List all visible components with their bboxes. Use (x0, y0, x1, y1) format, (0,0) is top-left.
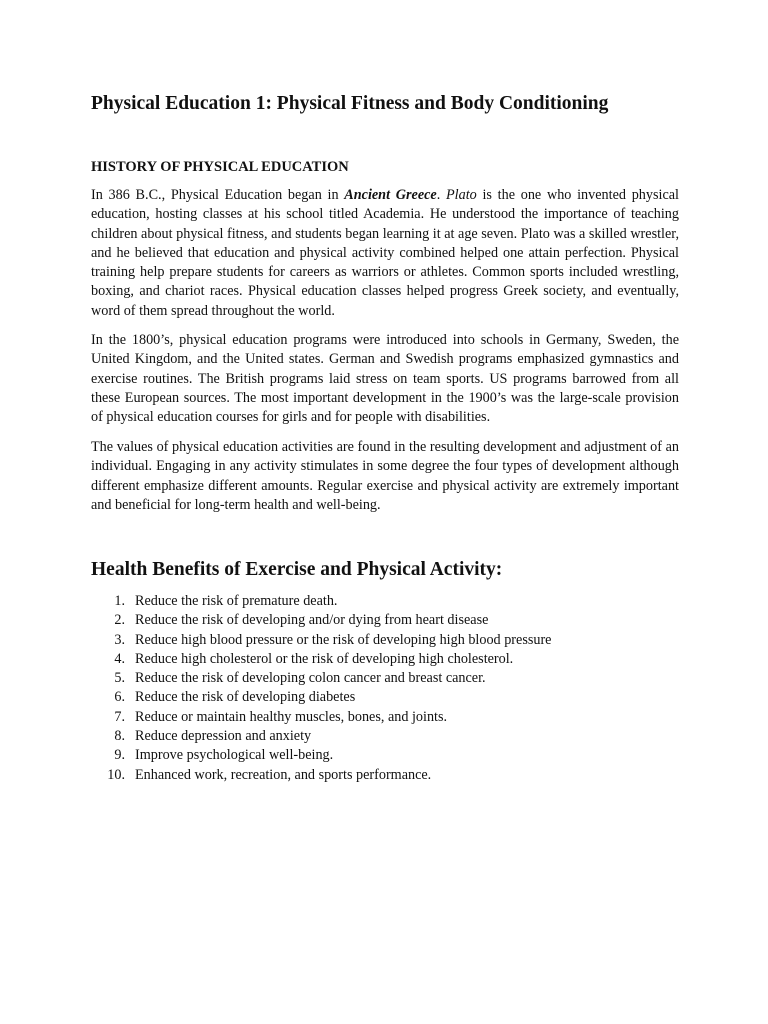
paragraph-text: is the one who invented physical education, hosting classes at his school titled Academia. He understood the importance of teaching children about physical fitness, and students began learning it at age seven. Plato was a skilled wrestler, and he believed that education and physical activity combined helped one attain perfection. Physical training help prepare students for careers as warriors or athletes. Common sports included wrestling, boxing, and chariot races. Physical education classes helped progress Greek society, and eventually, word of them spread throughout the world. (91, 187, 679, 319)
benefits-list (91, 592, 551, 785)
list-item (91, 650, 551, 669)
list-item (91, 631, 551, 650)
list-number: 4. (114, 650, 125, 667)
list-item (91, 708, 551, 727)
list-item-text: Reduce or maintain healthy muscles, bones, and joints. (135, 708, 448, 725)
document-title: Physical Education 1: Physical Fitness and Body Conditioning (91, 93, 609, 114)
list-number: 10. (107, 766, 125, 783)
list-item-text: Enhanced work, recreation, and sports performance. (135, 766, 432, 783)
list-item-text: Reduce the risk of premature death. (135, 593, 338, 609)
list-item (91, 727, 551, 746)
list-item (91, 766, 551, 785)
benefits-heading: Health Benefits of Exercise and Physical Activity: (91, 559, 503, 580)
list-item-text: Improve psychological well-being. (135, 747, 334, 764)
emphasis-plato: Plato (446, 187, 477, 203)
history-paragraph-3: The values of physical education activities are found in the resulting development and adjustment of an individual. Engaging in any activity stimulates in some degree the four types of development although different emphasize different amounts. Regular exercise and physical activity are extremely important and beneficial for long-term health and well-being. (91, 439, 679, 513)
list-item (91, 669, 551, 688)
list-number: 3. (114, 631, 125, 648)
list-number: 7. (114, 708, 125, 725)
emphasis-ancient-greece: Ancient Greece (344, 187, 437, 203)
list-item (91, 746, 551, 765)
paragraph-text: In 386 B.C., Physical Education began in (91, 187, 345, 203)
history-heading: HISTORY OF PHYSICAL EDUCATION (91, 159, 349, 175)
list-item-text: Reduce high cholesterol or the risk of developing high cholesterol. (135, 650, 514, 667)
list-number: 8. (114, 728, 125, 745)
list-item (91, 688, 551, 707)
list-item-text: Reduce depression and anxiety (135, 728, 312, 745)
list-item-text: Reduce the risk of developing colon cancer and breast cancer. (135, 670, 486, 687)
list-item-text: Reduce the risk of developing diabetes (135, 689, 356, 706)
list-number: 2. (114, 612, 125, 629)
list-number: 6. (114, 689, 125, 706)
list-item (91, 611, 551, 630)
paragraph-text: . (436, 187, 446, 203)
list-item (91, 592, 551, 611)
list-item-text: Reduce the risk of developing and/or dying from heart disease (135, 612, 489, 629)
list-number: 9. (114, 747, 125, 764)
list-number: 5. (114, 670, 125, 687)
history-paragraph-2: In the 1800’s, physical education programs were introduced into schools in Germany, Sweden, the United Kingdom, and the United states. German and Swedish programs emphasized gymnastics and exercise routines. The British programs laid stress on team sports. US programs barrowed from all these European sources. The most important development in the 1900’s was the large-scale provision of physical education courses for girls and for people with disabilities. (91, 332, 679, 426)
list-item-text: Reduce high blood pressure or the risk of developing high blood pressure (135, 631, 552, 648)
list-number: 1. (114, 593, 125, 609)
history-paragraph-1 (91, 186, 679, 321)
